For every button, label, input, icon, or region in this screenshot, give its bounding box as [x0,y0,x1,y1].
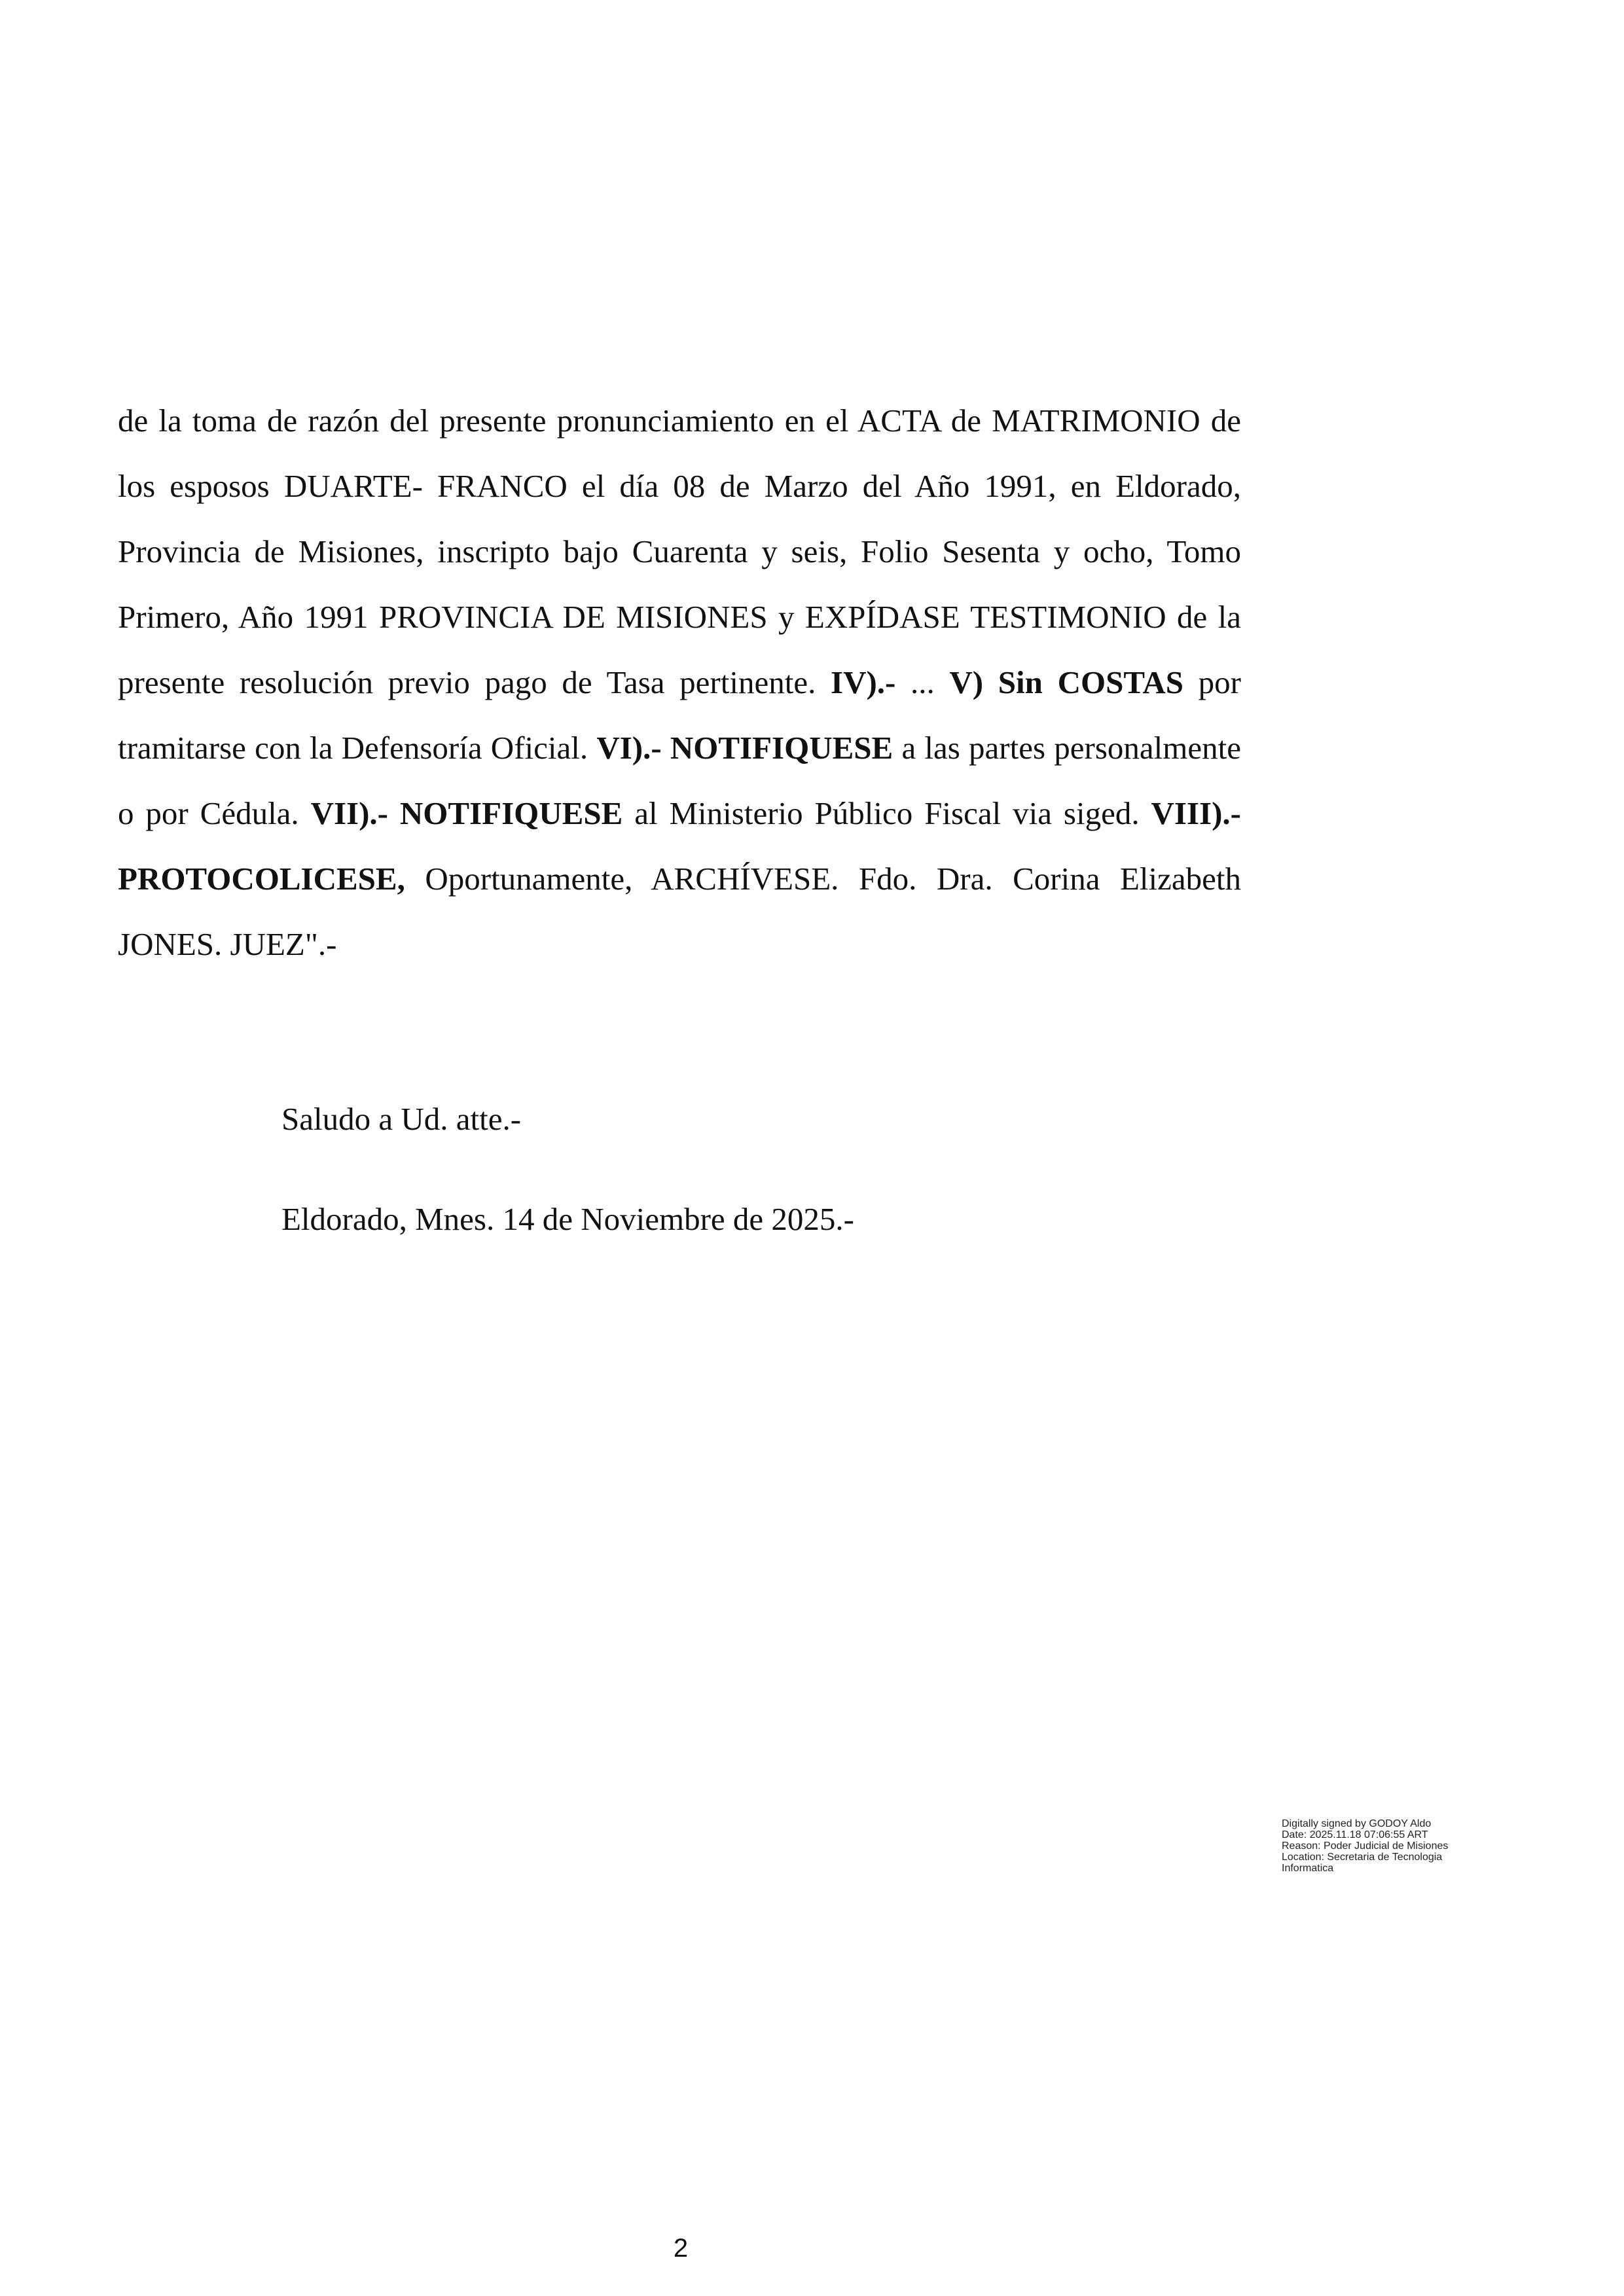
clause-vi-notifiquese: VI).- NOTIFIQUESE [596,730,893,766]
clause-viii-protocolicese: VIII).- PROTOCOLICESE, [118,795,1241,897]
body-segment: ... [895,664,950,700]
body-segment: Oportunamente, ARCHÍVESE. Fdo. Dra. Corina Elizabeth JONES. JUEZ".- [118,861,1241,962]
body-segment: por tramitarse con la Defensoría Oficial. [118,664,1241,766]
closing-greeting: Saludo a Ud. atte.- [281,1101,522,1137]
signature-location: Location: Secretaria de Tecnologia [1282,1852,1443,1863]
body-segment: a las partes personalmente o por Cédula. [118,730,1241,831]
signature-reason: Reason: Poder Judicial de Misiones [1282,1840,1449,1852]
clause-iv-label: IV).- [831,664,896,700]
signature-signed-by: Digitally signed by GODOY Aldo [1282,1818,1432,1829]
body-segment: de la toma de razón del presente pronunciamiento en el ACTA de MATRIMONIO de los esposos DUARTE- FRANCO el día 08 de Marzo del Año 1991, en Eldorado, Provincia de Misiones, inscripto bajo Cuarenta y seis, Folio Sesenta y ocho, Tomo Primero, Año 1991 PROVINCIA DE MISIONES y EXPÍDASE TESTIMONIO de la presente resolución previo pago de Tasa pertinente. [118,403,1241,700]
place-and-date: Eldorado, Mnes. 14 de Noviembre de 2025.- [281,1201,854,1237]
body-segment: al Ministerio Público Fiscal via siged. [623,795,1151,831]
clause-vii-notifiquese: VII).- NOTIFIQUESE [310,795,623,831]
signature-date: Date: 2025.11.18 07:06:55 ART [1282,1829,1428,1840]
signature-location-cont: Informatica [1282,1863,1334,1874]
resolution-body-text [118,388,1241,977]
clause-v-costas: V) Sin COSTAS [949,664,1183,700]
page-number: 2 [673,2234,689,2263]
digital-signature-block [1282,1818,1504,1874]
